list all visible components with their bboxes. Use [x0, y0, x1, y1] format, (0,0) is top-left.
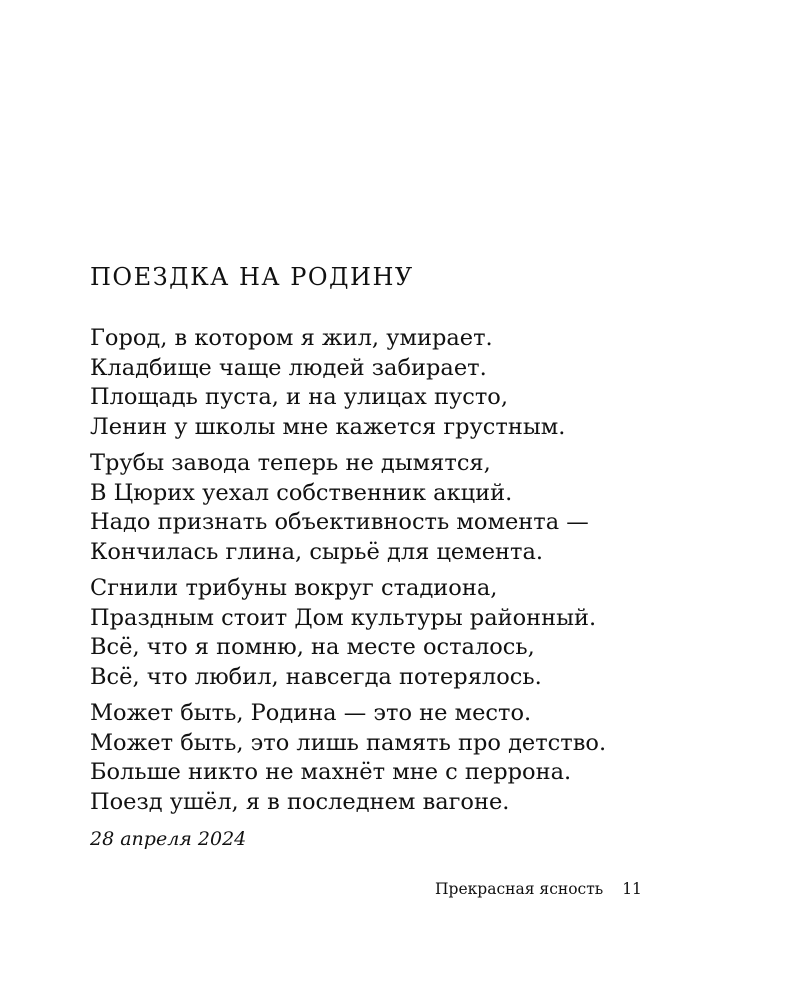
poem-line: Всё, что я помню, на месте осталось, [90, 634, 535, 660]
poem-line: Трубы завода теперь не дымятся, [90, 450, 491, 476]
stanza-4 [90, 699, 740, 817]
poem-line: Может быть, это лишь память про детство. [90, 729, 607, 756]
poem-line: Сгнили трибуны вокруг стадиона, [90, 575, 498, 601]
poem-line: Поезд ушёл, я в последнем вагоне. [90, 788, 510, 815]
poem-line: Кладбище чаще людей забирает. [90, 354, 487, 381]
stanza-2 [90, 449, 740, 567]
poem-line: В Цюрих уехал собственник акций. [90, 479, 513, 506]
running-title: Прекрасная ясность [435, 880, 604, 898]
poem-line: Больше никто не махнёт мне с перрона. [90, 759, 572, 785]
poem-body [90, 324, 740, 824]
poem-line: Площадь пуста, и на улицах пусто, [90, 384, 508, 410]
poem-line: Праздным стоит Дом культуры районный. [90, 604, 597, 631]
poem-line: Всё, что любил, навсегда потерялось. [90, 663, 542, 690]
poem-title: ПОЕЗДКА НА РОДИНУ [90, 263, 414, 291]
stanza-1 [90, 324, 740, 442]
stanza-3 [90, 574, 740, 692]
poem-line: Город, в котором я жил, умирает. [90, 325, 493, 351]
poem-line: Ленин у школы мне кажется грустным. [90, 413, 566, 440]
page-footer [435, 880, 642, 898]
poem-line: Кончилась глина, сырьё для цемента. [90, 538, 544, 565]
poem-line: Надо признать объективность момента — [90, 509, 589, 535]
poem-line: Может быть, Родина — это не место. [90, 700, 532, 726]
poem-date: 28 апреля 2024 [90, 828, 247, 850]
page-number: 11 [622, 880, 642, 898]
